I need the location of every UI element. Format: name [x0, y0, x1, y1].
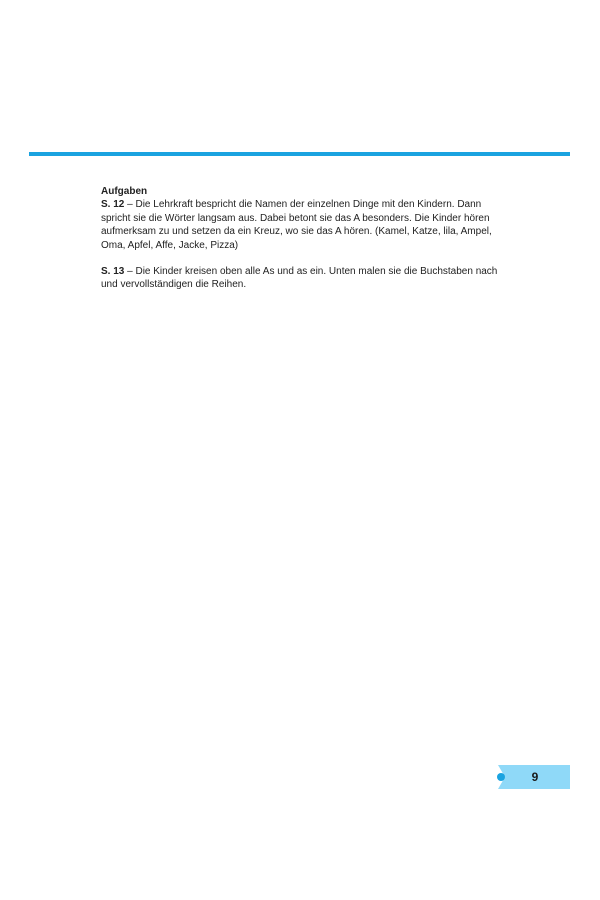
task-text: – Die Lehrkraft bespricht die Namen der einzelnen Dinge mit den Kindern. Dann spricht sie die Wörter langsam aus. Dabei betont sie das A besonders. Die Kinder hören aufmerksam zu und setzen da ein Kreuz, wo sie das A hören. (Kamel, Katze, lila, Ampel, Oma, Apfel, Affe, Jacke, Pizza) — [101, 199, 492, 251]
header-rule — [29, 152, 570, 156]
task-paragraph-page-12 — [101, 198, 501, 252]
task-page-ref: S. 13 — [101, 266, 125, 278]
task-section — [101, 185, 501, 292]
page-number: 9 — [531, 770, 539, 784]
task-text: – Die Kinder kreisen oben alle As und as ein. Unten malen sie die Buchstaben nach und vervollständigen die Reihen. — [101, 266, 498, 291]
task-page-ref: S. 12 — [101, 199, 125, 211]
section-heading: Aufgaben — [101, 186, 148, 197]
page-tab-dot — [497, 773, 505, 781]
task-paragraph-page-13 — [101, 265, 501, 292]
